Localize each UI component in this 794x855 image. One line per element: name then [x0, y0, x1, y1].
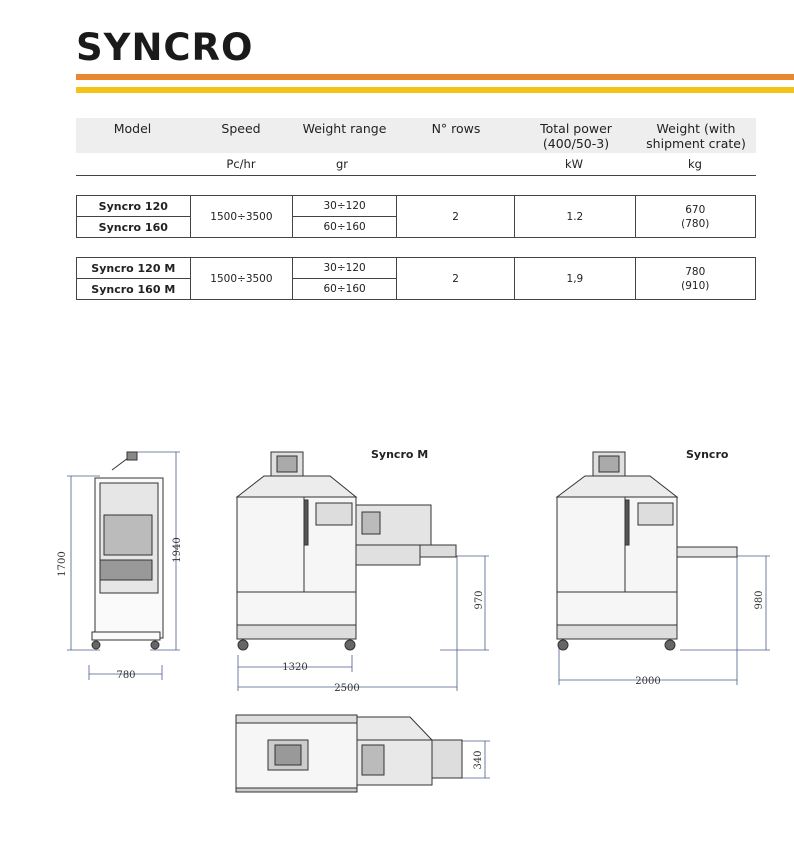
col-rows: N° rows	[396, 118, 516, 153]
weight-crate: (780)	[681, 217, 710, 230]
unit-weight-range: gr	[335, 157, 349, 171]
page-title: SYNCRO	[76, 26, 254, 69]
speed-value: 1500÷3500	[190, 258, 293, 300]
weight-net: 780	[685, 265, 706, 278]
label-syncro-m: Syncro M	[371, 448, 429, 461]
dim-side-height-1: 1700	[57, 551, 68, 577]
col-weight: Weight (with shipment crate)	[636, 118, 756, 153]
power-value: 1.2	[515, 196, 635, 238]
rows-value: 2	[396, 196, 514, 238]
label-syncro: Syncro	[686, 448, 729, 461]
model-name: Syncro 120	[77, 196, 191, 217]
dim-side-height-2: 1940	[172, 537, 183, 563]
col-model: Model	[76, 118, 189, 153]
rows-value: 2	[396, 258, 514, 300]
weight-range-value: 60÷160	[293, 217, 397, 238]
dim-s-width: 2000	[635, 676, 661, 687]
col-speed: Speed	[189, 118, 293, 153]
unit-speed: Pc/hr	[226, 157, 256, 171]
model-name: Syncro 160	[77, 217, 191, 238]
power-value: 1,9	[515, 258, 635, 300]
unit-power: kW	[564, 157, 584, 171]
dim-m-height: 970	[474, 590, 485, 610]
col-power: Total power (400/50-3)	[516, 118, 636, 153]
dim-m-width-1: 1320	[282, 662, 308, 673]
unit-weight: kg	[688, 157, 702, 171]
dim-top-height: 340	[473, 750, 484, 770]
col-weight-range: Weight range	[293, 118, 396, 153]
dim-s-height: 980	[754, 590, 765, 610]
model-name: Syncro 120 M	[77, 258, 191, 279]
dim-side-width: 780	[116, 670, 136, 681]
dim-m-width-2: 2500	[334, 683, 360, 694]
weight-crate: (910)	[681, 279, 710, 292]
weight-net: 670	[685, 203, 706, 216]
speed-value: 1500÷3500	[190, 196, 293, 238]
weight-range-value: 60÷160	[293, 279, 397, 300]
weight-range-value: 30÷120	[293, 258, 397, 279]
weight-range-value: 30÷120	[293, 196, 397, 217]
model-name: Syncro 160 M	[77, 279, 191, 300]
